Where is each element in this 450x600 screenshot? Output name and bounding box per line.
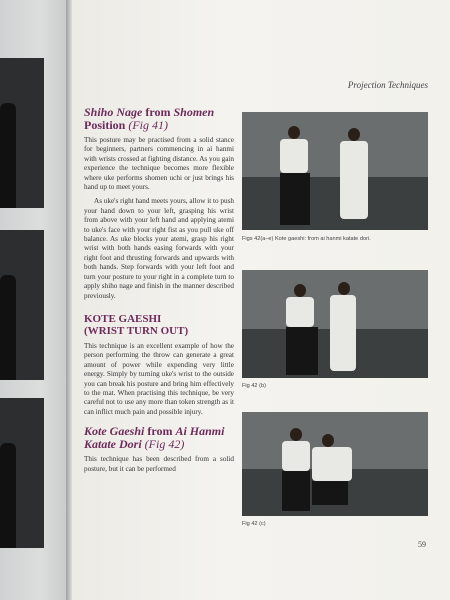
- section-heading-kote-gaeshi-ai-hanmi: Kote Gaeshi from Ai Hanmi Katate Dori (Fig 42): [84, 424, 225, 452]
- paragraph: This technique is an excellent example of how the person performing the throw can generate a great amount of power while expending very little energy. Simply by turning uke's wrist to the outside you can break his posture and bring him effectively to the mat. When practising this technique, be very careful not to use any more than token strength as it can inflict much pain and possible injury.: [84, 341, 234, 416]
- paragraph: This technique has been described from a solid posture, but it can be performed: [84, 455, 234, 473]
- right-page: [72, 0, 450, 600]
- left-page-photo-2: [0, 230, 44, 380]
- figure-photo-42c: [242, 412, 428, 516]
- figure-photo-42b: [242, 270, 428, 378]
- page-number: 59: [418, 540, 426, 549]
- paragraph: This posture may be practised from a solid stance for beginners, partners commencing in ai hanmi with wrists crossed at fighting distance. As you gain experience the technique becomes more flexible where uke performs shomen uchi or just brings his hand up to meet yours.: [84, 136, 234, 192]
- paragraph: As uke's right hand meets yours, allow it to push your hand down to your left, grasping his wrist from above with your left hand and applying atemi to uke's face with your right fist as you pull uke off balance. As uke blocks your atemi, grasp his right wrist with both hands easing forwards with your right foot and thrusting forwards and upwards with both hands. Step forwards with your left foot and turn your posture to your right in a complete turn to apply shiho nage and finish in the manner described previously.: [84, 197, 234, 300]
- figure-caption: Fig 42 (b): [242, 383, 266, 389]
- left-page-photo-3: [0, 398, 44, 548]
- section-heading-kote-gaeshi: KOTE GAESHI (WRIST TURN OUT): [84, 312, 189, 337]
- figure-caption: Fig 42 (c): [242, 521, 266, 527]
- text-column: [84, 106, 234, 479]
- left-page: [0, 0, 68, 600]
- figure-photo-42a: [242, 112, 428, 230]
- section-heading-shiho-nage: Shiho Nage from Shomen Position (Fig 41): [84, 105, 215, 132]
- running-head: Projection Techniques: [347, 80, 428, 90]
- left-page-photo-1: [0, 58, 44, 208]
- figure-caption: Figs 42(a–e) Kote gaeshi: from ai hanmi katate dori.: [242, 236, 371, 242]
